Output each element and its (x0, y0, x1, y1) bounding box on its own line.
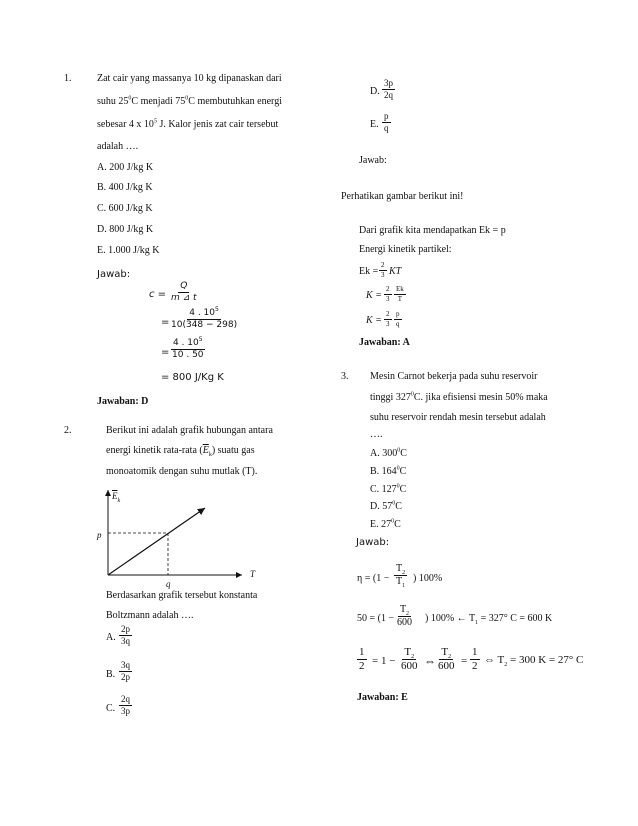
q3-line3: suhu reservoir rendah mesin tersebut adalah (370, 412, 546, 423)
q3-option-a: A. $300^0C$ (370, 447, 407, 459)
q3-option-e: E. $27^0C$ (370, 518, 401, 530)
q2-after2: Boltzmann adalah …. (106, 610, 194, 621)
q2-option-d-letter: D. (370, 86, 380, 97)
q2-line1: Berikut ini adalah grafik hubungan antara (106, 425, 273, 436)
q2-option-e-frac: $\frac{p}{q}$ (384, 111, 389, 133)
q3-line1: Mesin Carnot bekerja pada suhu reservoir (370, 371, 538, 382)
q3-line4: …. (370, 429, 383, 440)
q2-sol3-right: KT (389, 266, 402, 277)
q2-answer: Jawaban: A (359, 337, 410, 348)
q1-equals-3: = (161, 347, 170, 358)
q2-sol4-frac-a: $\frac{2}{3}$ (386, 285, 390, 303)
q1-line1: Zat cair yang massanya 10 kg dipanaskan dari (97, 73, 282, 84)
q2-graph-x-label: T (250, 569, 256, 579)
q3-eta-frac: $\frac{T_2}{T_1}$ (396, 563, 406, 589)
q2-option-a-frac: $\frac{2p}{3q}$ (121, 624, 130, 646)
q2-option-e-letter: E. (370, 119, 379, 130)
q2-sol2: Energi kinetik partikel: (359, 244, 452, 255)
q3-eq2-right: ) 100% ← $T_1 = 327^\circ$ C = 600 K (425, 613, 553, 626)
q3-eta-right: ) 100% (413, 573, 443, 584)
q3-option-d: D. $57^0C$ (370, 500, 402, 512)
q2-line2: energi kinetik rata-rata $(\overline{E}_k)$ suatu gas (106, 445, 255, 458)
q2-sol1: Dari grafik kita mendapatkan Ek = p (359, 225, 506, 236)
q1-jawab: Jawab: (97, 269, 131, 280)
q2-sol4-frac-b: $\frac{Ek}{T}$ (396, 285, 404, 303)
q2-sol3-left: Ek = (359, 266, 379, 277)
q2-option-d-frac: $\frac{3p}{2q}$ (384, 78, 393, 100)
q3-option-b: B. $164^0C$ (370, 465, 407, 477)
q2-graph-line (108, 508, 205, 575)
q3-eq3-mid: = 1 − (372, 655, 396, 667)
q1-option-c: C. 600 J/kg K (97, 203, 153, 214)
q1-number: 1. (64, 73, 72, 84)
q1-line3: sebesar 4 x $10^5$ J. Kalor jenis zat cair tersebut (97, 118, 279, 130)
q2-sol4-left: K = (366, 290, 382, 301)
q1-frac-3: $\frac{4 . 10^5}{10 . 50}$ (172, 336, 204, 360)
q2-number: 2. (64, 425, 72, 436)
q2-sol5-left: K = (366, 315, 382, 326)
q2-graph-y-label: $\overline{E}_k$ (112, 491, 121, 504)
q1-answer: Jawaban: D (97, 396, 149, 407)
q2-option-c-frac: $\frac{2q}{3p}$ (121, 694, 130, 716)
q2-jawab: Jawab: (359, 155, 387, 166)
q1-frac-2: $\frac{4 . 10^5}{10(348 - 298)}$ (171, 306, 238, 330)
q3-eq3-half-right: $\frac{1}{2}$ (472, 646, 478, 672)
q3-eq3-iff-1: ⇔ (424, 654, 436, 668)
q1-line4: adalah …. (97, 141, 139, 152)
q2-option-b-letter: B. (106, 669, 116, 680)
q3-option-c: C. $127^0C$ (370, 483, 407, 495)
q3-jawab: Jawab: (356, 537, 390, 548)
q3-eta-left: η = (1 − (357, 573, 390, 584)
q2-option-c-letter: C. (106, 703, 116, 714)
q2-after1: Berdasarkan grafik tersebut konstanta (106, 590, 258, 601)
q2-sol3-frac: $\frac{2}{3}$ (381, 261, 385, 279)
q3-eq3-equals: = (461, 655, 468, 667)
q1-equals-2: = (161, 317, 170, 328)
q2-graph-q-label: q (166, 579, 171, 589)
q3-eq3-frac-b: $\frac{T_2}{600}$ (438, 646, 455, 672)
q2-sol5-frac-b: $\frac{p}{q}$ (396, 310, 400, 328)
q3-number: 3. (341, 371, 349, 382)
q1-c-equals: c = (149, 289, 167, 300)
q2-line3: monoatomik dengan suhu mutlak (T). (106, 466, 258, 477)
q1-result: = 800 J/Kg K (161, 372, 224, 383)
q2-sol5-frac-a: $\frac{2}{3}$ (386, 310, 390, 328)
q2-graph-p-label: p (97, 530, 102, 540)
q3-answer: Jawaban: E (357, 692, 408, 703)
q2-perhatikan: Perhatikan gambar berikut ini! (341, 191, 464, 202)
q1-line2: suhu $25^0C$ menjadi $75^0C$ membutuhkan energi (97, 95, 282, 107)
q2-option-b-frac: $\frac{3q}{2p}$ (121, 660, 130, 682)
q1-option-b: B. 400 J/kg K (97, 182, 153, 193)
q1-frac-q-over-mdt: $\frac{Q}{m ⊿ t}$ (171, 281, 197, 303)
q1-option-d: D. 800 J/kg K (97, 224, 154, 235)
q3-line2: tinggi $327^0C$. jika efisiensi mesin 50% maka (370, 391, 548, 403)
q3-eq2-frac: $\frac{T_2}{600}$ (397, 604, 412, 628)
q3-eq2-left: 50 = (1 − (357, 613, 395, 624)
q1-option-e: E. 1.000 J/kg K (97, 245, 160, 256)
q3-eq3-frac-a: $\frac{T_2}{600}$ (401, 646, 418, 672)
q1-option-a: A. 200 J/kg K (97, 162, 154, 173)
q2-option-a-letter: A. (106, 632, 116, 643)
q3-eq3-result: ⇔ $T_2 = 300$ K = 27° C (484, 654, 584, 669)
q3-eq3-half-left: $\frac{1}{2}$ (359, 646, 365, 672)
